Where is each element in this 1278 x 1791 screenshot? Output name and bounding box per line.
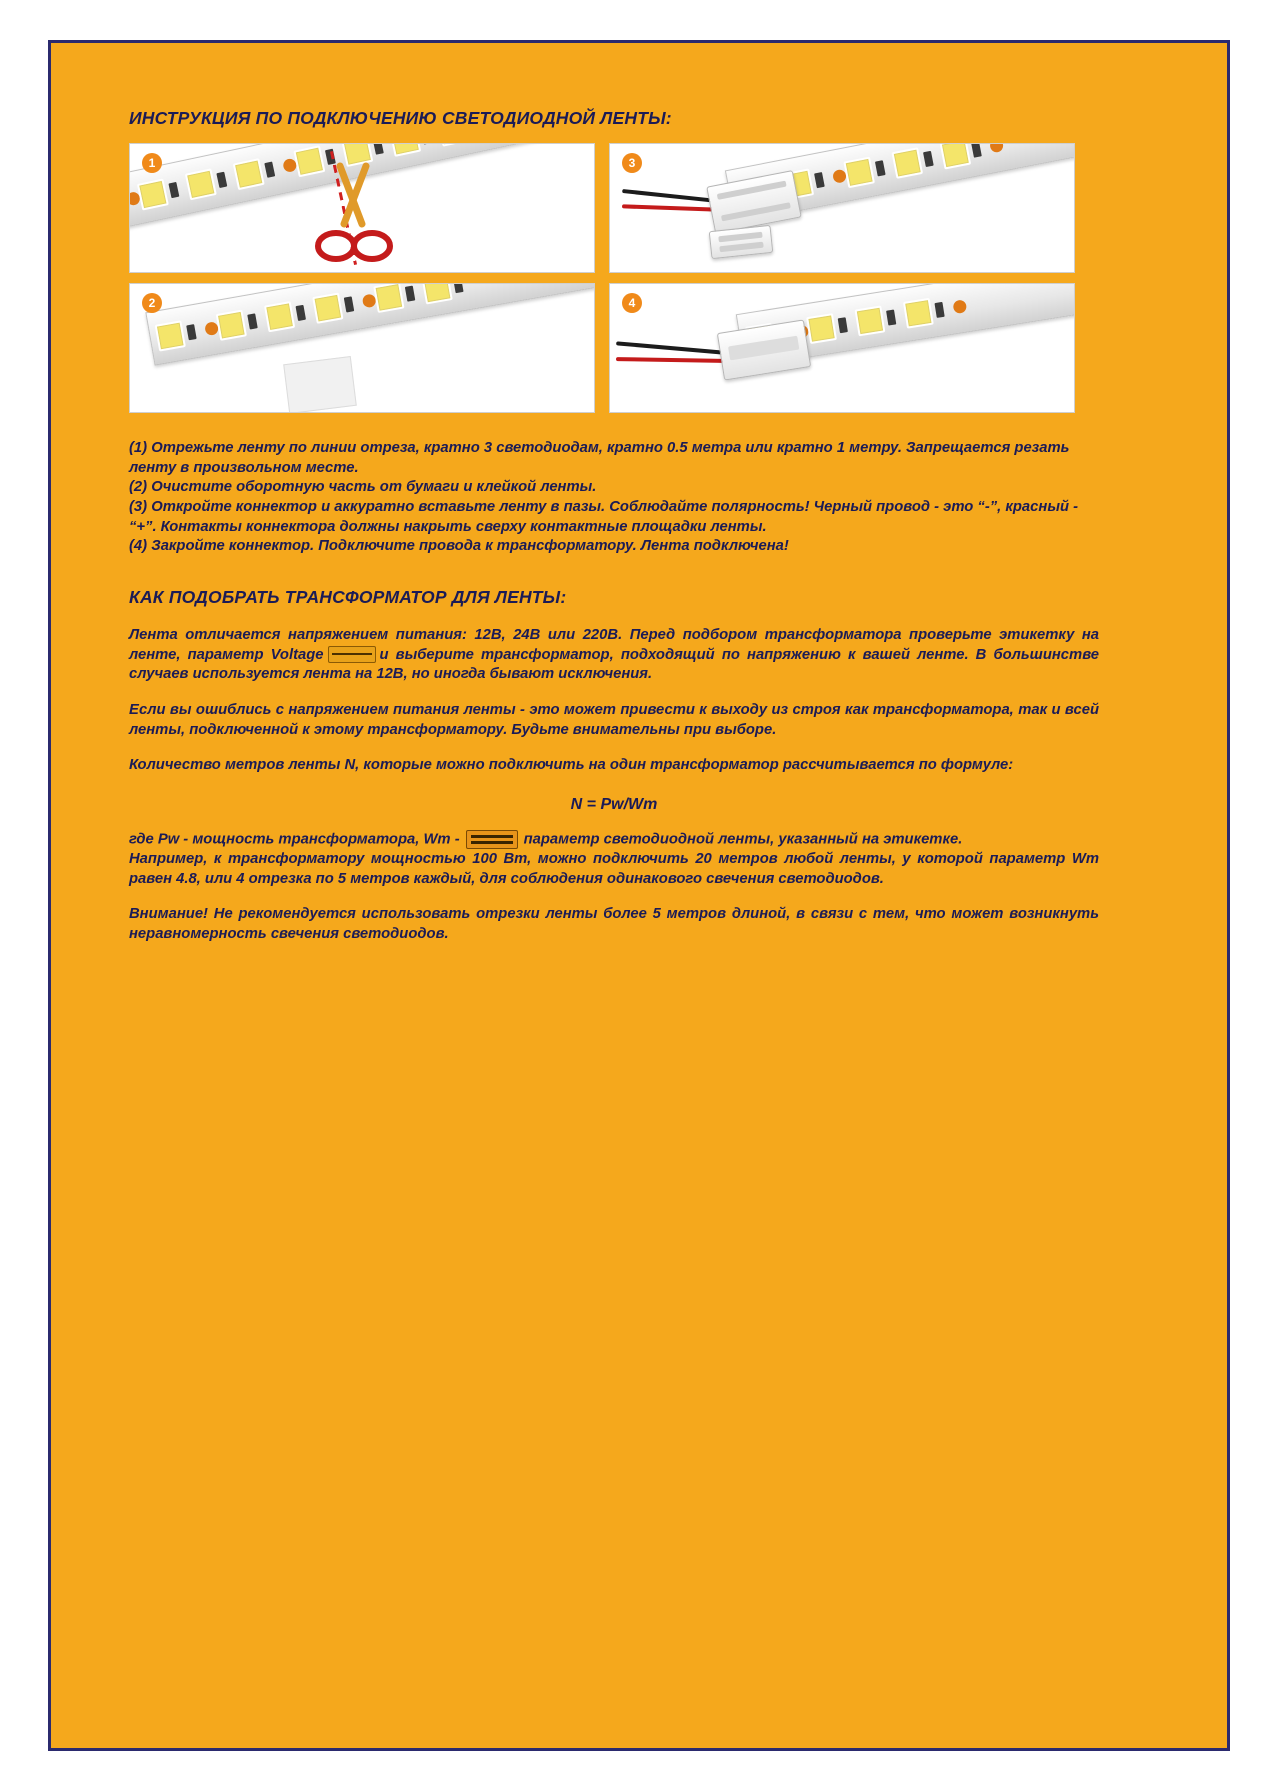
transformer-paragraph-1 xyxy=(129,626,1099,685)
figure-badge-4: 4 xyxy=(622,293,642,313)
led-chip xyxy=(421,283,452,304)
led-chip xyxy=(373,283,404,313)
transformer-paragraph-1b: и выберите трансформатор, подходящий по напряжению к вашей ленте. В большинстве случаев используется лента на 12В, но иногда бывают исключения. xyxy=(129,646,1099,683)
figure-step-4 xyxy=(609,283,1075,413)
resistor xyxy=(971,143,982,157)
led-segment xyxy=(903,295,946,328)
transformer-paragraph-4a: где Pw - мощность трансформатора, Wm - xyxy=(129,831,460,848)
transformer-paragraph-2: Если вы ошиблись с напряжением питания ленты - это может привести к выходу из строя как трансформатора, так и всей ленты, подключенной к этому трансформатору. Будьте внимательны при выборе. xyxy=(129,702,1099,738)
step-2: (2) Очистите оборотную часть от бумаги и клейкой ленты. xyxy=(129,479,597,496)
resistor xyxy=(405,285,415,301)
figure-grid xyxy=(129,143,1099,413)
connector-slot xyxy=(718,232,762,243)
led-chip xyxy=(185,168,217,200)
resistor xyxy=(186,324,196,340)
led-segment xyxy=(137,176,181,211)
document-content xyxy=(129,108,1099,961)
led-segment xyxy=(437,143,481,146)
led-segment xyxy=(843,154,886,188)
scissors-icon xyxy=(310,162,400,272)
led-segment xyxy=(373,283,416,313)
led-chip xyxy=(155,320,186,351)
resistor xyxy=(247,313,257,329)
solder-pad xyxy=(952,299,967,314)
transformer-paragraph-6: Внимание! Не рекомендуется использовать отрезки ленты более 5 метров длиной, в связи с тем, что может возникнуть неравномерность свечения светодиодов. xyxy=(129,906,1099,943)
led-chip xyxy=(437,143,469,146)
figure-badge-3: 3 xyxy=(622,153,642,173)
step-4: (4) Закройте коннектор. Подключите провода к трансформатору. Лента подключена! xyxy=(129,538,789,555)
figure-step-2 xyxy=(129,283,595,413)
wire-black xyxy=(622,189,718,203)
led-chip xyxy=(312,292,343,323)
transformer-section-title: КАК ПОДОБРАТЬ ТРАНСФОРМАТОР ДЛЯ ЛЕНТЫ: xyxy=(129,587,567,608)
figure-badge-1: 1 xyxy=(142,153,162,173)
led-chip xyxy=(389,143,421,156)
resistor xyxy=(216,171,227,187)
strip-connector-closed xyxy=(717,319,811,380)
transformer-paragraph-3: Количество метров ленты N, которые можно подключить на один трансформатор рассчитывается по формуле: xyxy=(129,757,1014,774)
led-chip xyxy=(137,178,169,210)
led-chip xyxy=(891,147,923,179)
led-chip xyxy=(233,158,265,190)
connector-slot xyxy=(719,242,763,253)
transformer-paragraph-4 xyxy=(129,830,1099,850)
resistor xyxy=(814,172,825,188)
strip-connector-open xyxy=(706,170,802,234)
led-chip xyxy=(216,309,247,340)
wire-red xyxy=(616,357,724,363)
strip-connector-spare xyxy=(709,225,774,259)
transformer-paragraph-5: Например, к трансформатору мощностью 100 Вт, можно подключить 20 метров любой ленты, у которой параметр Wm равен 4.8, или 4 отрезка по 5 метров каждый, для соблюдения одинакового свечения светодиодов. xyxy=(129,851,1099,887)
resistor xyxy=(168,181,179,197)
led-segment xyxy=(216,307,259,340)
backing-paper xyxy=(283,356,357,413)
connector-slot xyxy=(721,202,791,221)
resistor xyxy=(264,161,275,177)
wire-black xyxy=(616,341,724,354)
led-segment xyxy=(233,155,277,190)
led-chip xyxy=(903,297,934,328)
led-chip xyxy=(843,156,875,188)
formula: N = Pw/Wm xyxy=(570,796,658,814)
step-1: (1) Отрежьте ленту по линии отреза, кратно 3 светодиодам, кратно 0.5 метра или кратно 1 метру. Запрещается резать ленту в произвольном месте. xyxy=(129,440,1070,476)
figure-badge-2: 2 xyxy=(142,293,162,313)
resistor xyxy=(295,304,305,320)
led-segment xyxy=(389,143,433,156)
led-segment xyxy=(155,318,198,351)
step-3: (3) Откройте коннектор и аккуратно вставьте ленту в пазы. Соблюдайте полярность! Черный провод - это “-”, красный - “+”. Контакты коннектора должны накрыть сверху контактные площадки ленты. xyxy=(129,499,1079,535)
document-sheet xyxy=(48,40,1230,1751)
connector-slot xyxy=(728,336,799,361)
figure-step-1 xyxy=(129,143,595,273)
wire-red xyxy=(622,204,718,211)
led-segment xyxy=(421,283,464,304)
resistor xyxy=(886,309,896,325)
led-segment xyxy=(312,290,355,323)
transformer-paragraph-4b: параметр светодиодной ленты, указанный на этикетке. xyxy=(523,831,963,848)
page-title: ИНСТРУКЦИЯ ПО ПОДКЛЮЧЕНИЮ СВЕТОДИОДНОЙ ЛЕНТЫ: xyxy=(129,108,672,128)
led-chip xyxy=(264,301,295,332)
transformer-paragraph-1a: Лента отличается напряжением питания: 12В, 24В или 220В. Перед подбором трансформатора проверьте этикетку на ленте, параметр Voltage xyxy=(129,627,1099,663)
resistor xyxy=(344,296,354,312)
led-chip xyxy=(806,313,837,344)
figure-step-3 xyxy=(609,143,1075,273)
voltage-label-icon xyxy=(328,646,376,663)
resistor xyxy=(875,160,886,176)
resistor xyxy=(373,143,384,154)
resistor xyxy=(923,150,934,166)
resistor xyxy=(421,143,432,144)
led-segment xyxy=(806,311,849,344)
connector-slot xyxy=(717,181,787,200)
solder-pad xyxy=(989,143,1004,153)
led-strip-graphic xyxy=(145,283,595,366)
resistor xyxy=(453,283,463,293)
led-segment xyxy=(264,298,307,331)
resistor xyxy=(934,301,944,317)
led-segment xyxy=(939,143,982,169)
wm-label-icon xyxy=(466,830,518,849)
led-segment xyxy=(854,303,897,336)
led-chip xyxy=(939,143,971,169)
resistor xyxy=(838,317,848,333)
led-segment xyxy=(185,165,229,200)
steps-list xyxy=(129,439,1099,557)
led-segment xyxy=(891,144,934,178)
led-chip xyxy=(854,305,885,336)
